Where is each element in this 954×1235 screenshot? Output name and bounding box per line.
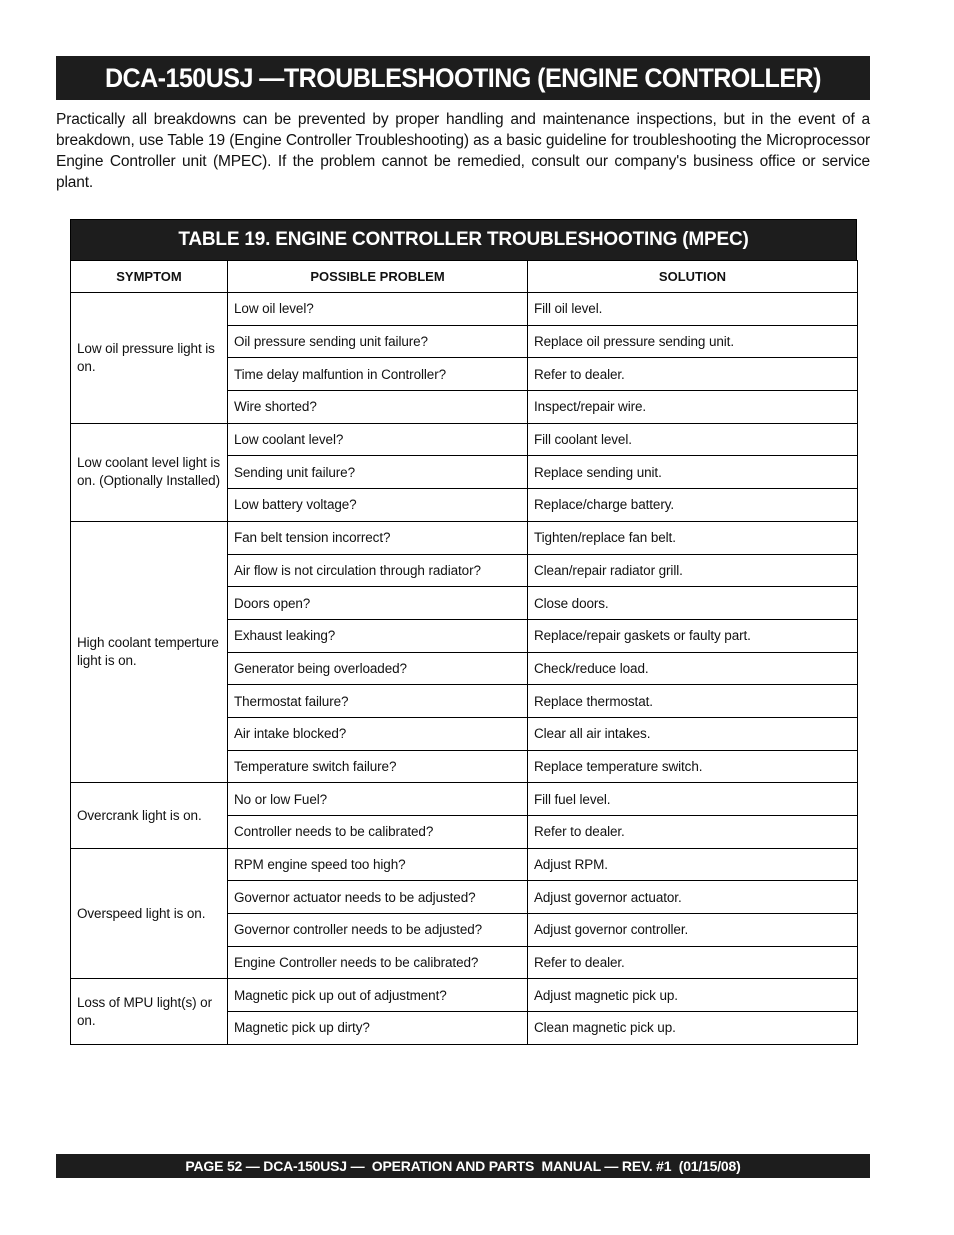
problem-cell: Doors open? xyxy=(228,587,528,620)
page-footer: PAGE 52 — DCA-150USJ — OPERATION AND PARTS MANUAL — REV. #1 (01/15/08) xyxy=(56,1154,870,1178)
table-row xyxy=(71,979,858,1012)
solution-cell: Fill oil level. xyxy=(528,293,858,326)
solution-cell: Inspect/repair wire. xyxy=(528,391,858,424)
troubleshooting-table-container xyxy=(70,219,857,1045)
solution-cell: Refer to dealer. xyxy=(528,946,858,979)
solution-cell: Refer to dealer. xyxy=(528,358,858,391)
solution-cell: Replace thermostat. xyxy=(528,685,858,718)
solution-cell: Clean/repair radiator grill. xyxy=(528,554,858,587)
symptom-cell: Overcrank light is on. xyxy=(71,783,228,848)
page-title-bar xyxy=(56,56,870,100)
symptom-cell: High coolant temperture light is on. xyxy=(71,521,228,783)
symptom-cell: Low oil pressure light is on. xyxy=(71,293,228,424)
solution-cell: Replace oil pressure sending unit. xyxy=(528,325,858,358)
table-row xyxy=(71,423,858,456)
problem-cell: Air flow is not circulation through radiator? xyxy=(228,554,528,587)
solution-cell: Replace temperature switch. xyxy=(528,750,858,783)
problem-cell: Engine Controller needs to be calibrated? xyxy=(228,946,528,979)
solution-cell: Close doors. xyxy=(528,587,858,620)
problem-cell: No or low Fuel? xyxy=(228,783,528,816)
table-row xyxy=(71,848,858,881)
table-title: TABLE 19. ENGINE CONTROLLER TROUBLESHOOTING (MPEC) xyxy=(70,219,857,260)
problem-cell: Low oil level? xyxy=(228,293,528,326)
problem-cell: Governor actuator needs to be adjusted? xyxy=(228,881,528,914)
solution-cell: Adjust governor actuator. xyxy=(528,881,858,914)
problem-cell: Temperature switch failure? xyxy=(228,750,528,783)
problem-cell: Oil pressure sending unit failure? xyxy=(228,325,528,358)
problem-cell: Sending unit failure? xyxy=(228,456,528,489)
problem-cell: Time delay malfuntion in Controller? xyxy=(228,358,528,391)
solution-cell: Refer to dealer. xyxy=(528,816,858,849)
solution-cell: Replace/repair gaskets or faulty part. xyxy=(528,619,858,652)
solution-cell: Fill fuel level. xyxy=(528,783,858,816)
header-symptom: SYMPTOM xyxy=(71,261,228,293)
table-body xyxy=(71,293,858,1045)
table-row xyxy=(71,521,858,554)
solution-cell: Replace sending unit. xyxy=(528,456,858,489)
problem-cell: Governor controller needs to be adjusted? xyxy=(228,914,528,947)
symptom-cell: Loss of MPU light(s) or on. xyxy=(71,979,228,1044)
table-header-row xyxy=(71,261,858,293)
problem-cell: Magnetic pick up dirty? xyxy=(228,1012,528,1045)
solution-cell: Adjust RPM. xyxy=(528,848,858,881)
solution-cell: Adjust magnetic pick up. xyxy=(528,979,858,1012)
problem-cell: Thermostat failure? xyxy=(228,685,528,718)
table-row xyxy=(71,293,858,326)
problem-cell: Exhaust leaking? xyxy=(228,619,528,652)
problem-cell: Generator being overloaded? xyxy=(228,652,528,685)
problem-cell: Air intake blocked? xyxy=(228,717,528,750)
intro-paragraph: Practically all breakdowns can be prevented by proper handling and maintenance inspections, but in the event of a breakdown, use Table 19 (Engine Controller Troubleshooting) as a basic guideline for troubleshooting the Microprocessor Engine Controller unit (MPEC). If the problem cannot be remedied, consult our company's business office or service plant. xyxy=(56,111,870,191)
problem-cell: Magnetic pick up out of adjustment? xyxy=(228,979,528,1012)
page-title: DCA-150USJ —TROUBLESHOOTING (ENGINE CONTROLLER) xyxy=(105,62,821,93)
problem-cell: Low coolant level? xyxy=(228,423,528,456)
symptom-cell: Overspeed light is on. xyxy=(71,848,228,979)
solution-cell: Clear all air intakes. xyxy=(528,717,858,750)
solution-cell: Fill coolant level. xyxy=(528,423,858,456)
solution-cell: Replace/charge battery. xyxy=(528,489,858,522)
solution-cell: Check/reduce load. xyxy=(528,652,858,685)
header-solution: SOLUTION xyxy=(528,261,858,293)
solution-cell: Adjust governor controller. xyxy=(528,914,858,947)
symptom-cell: Low coolant level light is on. (Optionally Installed) xyxy=(71,423,228,521)
problem-cell: RPM engine speed too high? xyxy=(228,848,528,881)
solution-cell: Clean magnetic pick up. xyxy=(528,1012,858,1045)
troubleshooting-table xyxy=(70,260,858,1045)
problem-cell: Fan belt tension incorrect? xyxy=(228,521,528,554)
problem-cell: Low battery voltage? xyxy=(228,489,528,522)
solution-cell: Tighten/replace fan belt. xyxy=(528,521,858,554)
header-possible-problem: POSSIBLE PROBLEM xyxy=(228,261,528,293)
problem-cell: Wire shorted? xyxy=(228,391,528,424)
problem-cell: Controller needs to be calibrated? xyxy=(228,816,528,849)
table-row xyxy=(71,783,858,816)
